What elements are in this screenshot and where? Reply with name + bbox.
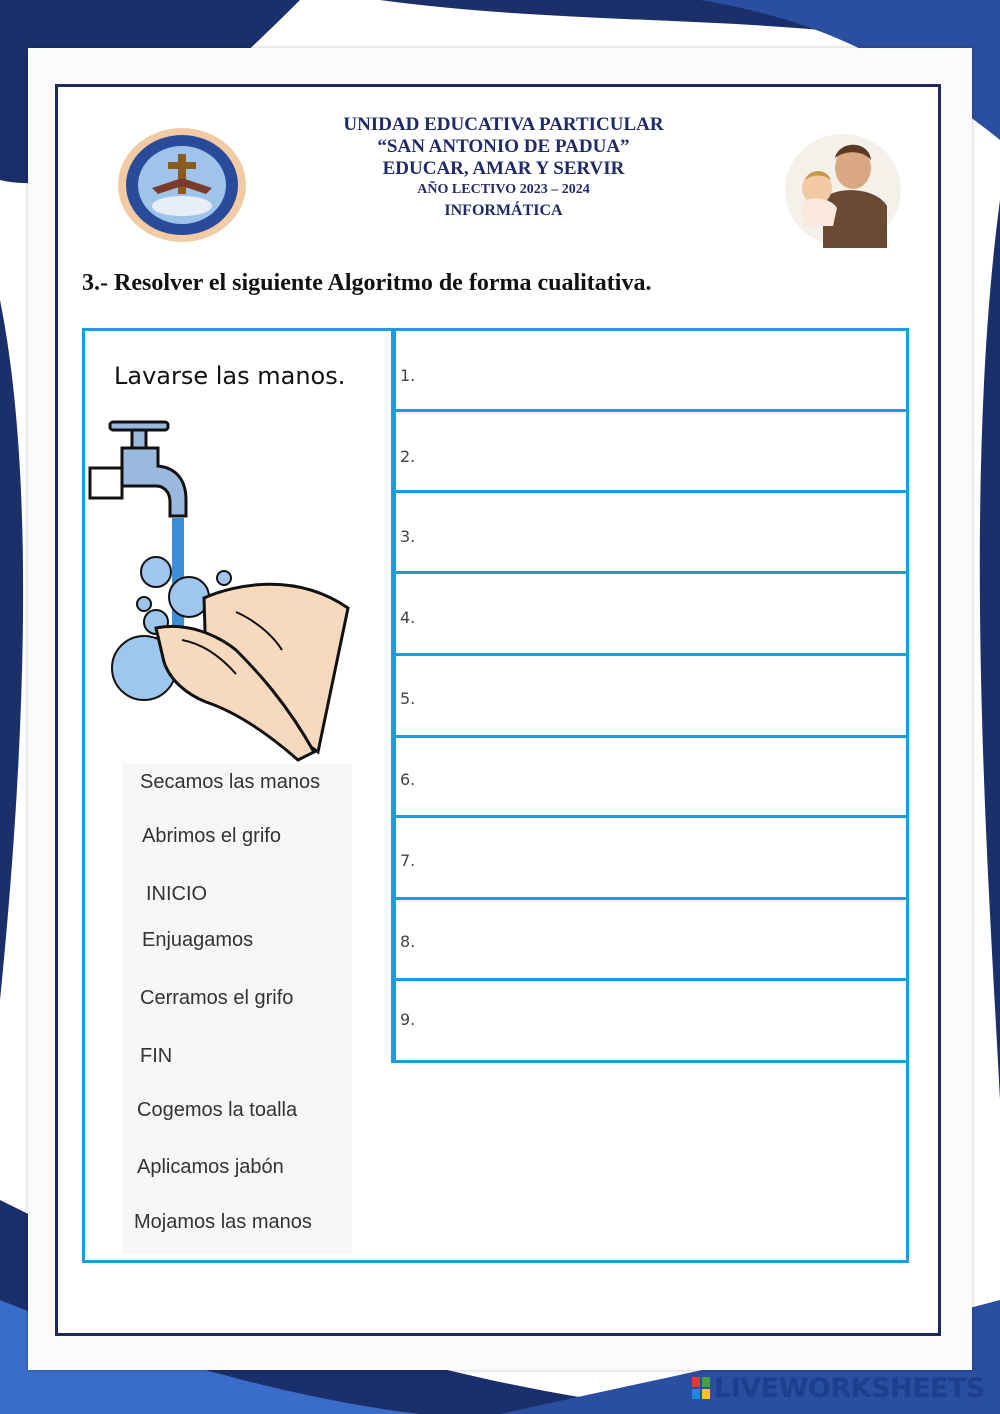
instruction-text: 3.- Resolver el siguiente Algoritmo de forma cualitativa. xyxy=(82,270,652,296)
step-number[interactable]: 6. xyxy=(400,770,416,789)
step-number[interactable]: 9. xyxy=(400,1010,416,1029)
hand-washing-illustration xyxy=(86,412,356,762)
word-option[interactable]: Enjuagamos xyxy=(142,929,254,951)
word-option[interactable]: Cerramos el grifo xyxy=(140,987,294,1009)
step-number[interactable]: 8. xyxy=(400,932,416,951)
step-row-line xyxy=(394,1060,906,1063)
school-motto: EDUCAR, AMAR Y SERVIR xyxy=(382,158,625,179)
liveworksheets-watermark xyxy=(692,1373,985,1404)
step-number[interactable]: 4. xyxy=(400,608,416,627)
word-option[interactable]: Cogemos la toalla xyxy=(137,1099,298,1121)
word-option[interactable]: Abrimos el grifo xyxy=(142,825,281,847)
school-header xyxy=(282,105,725,223)
word-option[interactable]: Secamos las manos xyxy=(140,771,321,793)
steps-divider xyxy=(391,331,396,1063)
school-seal-icon xyxy=(116,126,248,244)
step-row-line xyxy=(394,571,906,574)
step-number[interactable]: 5. xyxy=(400,689,416,708)
step-row-line xyxy=(394,409,906,412)
step-number[interactable]: 1. xyxy=(400,366,416,385)
word-option[interactable]: Aplicamos jabón xyxy=(137,1156,284,1178)
step-number[interactable]: 2. xyxy=(400,447,416,466)
step-row-line xyxy=(394,735,906,738)
step-number[interactable]: 3. xyxy=(400,527,416,546)
word-option[interactable]: INICIO xyxy=(146,883,208,905)
word-option[interactable]: FIN xyxy=(140,1045,173,1067)
step-row-line xyxy=(394,490,906,493)
school-year: AÑO LECTIVO 2023 – 2024 xyxy=(417,182,590,197)
step-row-line xyxy=(394,897,906,900)
activity-title: Lavarse las manos. xyxy=(114,362,346,390)
liveworksheets-badge-icon xyxy=(692,1377,710,1399)
step-row-line xyxy=(394,653,906,656)
school-name: “SAN ANTONIO DE PADUA” xyxy=(377,136,630,157)
step-number[interactable]: 7. xyxy=(400,851,416,870)
step-row-line xyxy=(394,978,906,981)
subject-name: INFORMÁTICA xyxy=(444,202,563,219)
school-type: UNIDAD EDUCATIVA PARTICULAR xyxy=(343,114,664,135)
watermark-text: LIVEWORKSHEETS xyxy=(714,1373,985,1404)
word-option[interactable]: Mojamos las manos xyxy=(134,1211,312,1233)
saint-anthony-image xyxy=(783,130,903,248)
step-row-line xyxy=(394,815,906,818)
